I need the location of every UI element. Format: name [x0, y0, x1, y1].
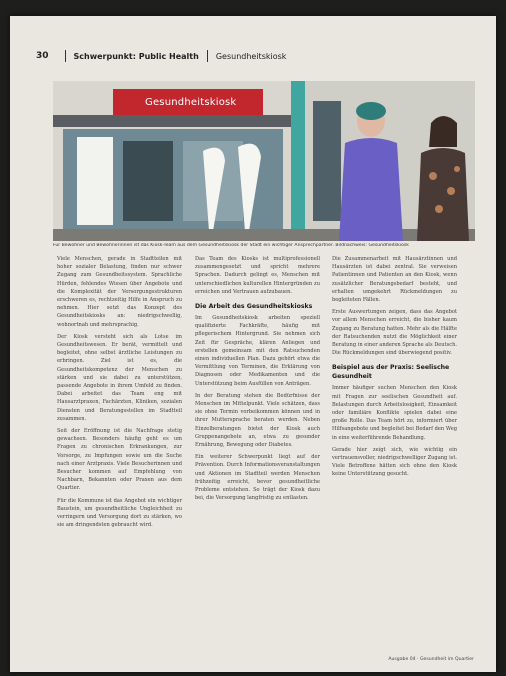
person-left	[339, 138, 403, 241]
page-number: 30	[36, 51, 49, 61]
sign-text: Gesundheitskiosk	[145, 97, 237, 108]
text-column-1	[57, 255, 182, 534]
magazine-page	[10, 16, 496, 672]
paragraph: Immer häufiger suchen Menschen den Kiosk mit Fragen zur seelischen Gesundheit auf. Belastungen durch Arbeitslosigkeit, Einsamkeit oder familiäre Konflikte spielen dabei eine große Rolle. Das Team hört zu, informiert über Hilfsangebote und begleitet bei Bedarf den Weg in eine weiterführende Behandlung.	[332, 385, 457, 441]
text-column-3	[332, 255, 457, 483]
topic-label: Gesundheitskiosk	[215, 51, 287, 61]
paragraph: Für die Kommune ist das Angebot ein wichtiger Baustein, um gesundheitliche Ungleichheit zu verringern und Versorgung dort zu stärken, wo sie am dringendsten gebraucht wird.	[57, 497, 182, 529]
page-footer: Ausgabe 04 · Gesundheit im Quartier	[388, 657, 474, 662]
paragraph: Die Zusammenarbeit mit Hausärztinnen und Hausärzten ist dabei zentral. Sie verweisen Patientinnen und Patienten an den Kiosk, wenn zusätzlicher Beratungsbedarf besteht, und erhalten umgekehrt Rückmeldungen zu begleiteten Fällen.	[332, 256, 457, 304]
paragraph: In der Beratung stehen die Bedürfnisse der Menschen im Mittelpunkt. Viele schätzen, dass sie ohne Termin vorbeikommen können und in ihrer Muttersprache beraten werden. Neben Einzelberatungen bietet der Kiosk auch Gruppenangebote an, etwa zu gesunder Ernährung, Bewegung oder Diabetes.	[195, 392, 320, 449]
paragraph: Erste Auswertungen zeigen, dass das Angebot vor allem Menschen erreicht, die bisher kaum Zugang zu Beratung hatten. Mehr als die Hälfte der Ratsuchenden nutzt die Möglichkeit einer Beratung in einer anderen Sprache als Deutsch. Die Rückmeldungen sind überwiegend positiv.	[332, 309, 457, 357]
subheading: Beispiel aus der Praxis: Seelische Gesundheit	[332, 364, 450, 381]
paragraph: Gerade hier zeigt sich, wie wichtig ein vertrauensvoller, niedrigschwelliger Zugang ist. Viele Betroffene hätten sich ohne den Kiosk keine Unterstützung gesucht.	[332, 446, 457, 478]
header-divider	[65, 50, 66, 62]
photo-caption: Für Bewohner und Bewohnerinnen ist das Kiosk-Team aus dem Gesundheitskiosk der Stadt ein wichtiger Ansprechpartner. Bildnachweis: Gesundheitskiosk	[53, 243, 409, 248]
section-title: Schwerpunkt: Public Health	[73, 51, 199, 61]
page-header	[36, 48, 476, 64]
photo-illustration	[53, 81, 475, 241]
paragraph: Seit der Eröffnung ist die Nachfrage stetig gewachsen. Besonders häufig geht es um Fragen zu chronischen Erkrankungen, zur Vorsorge, zu Impfungen sowie um die Suche nach einer Arztpraxis. Viele Besucherinnen und Besucher kommen auf Empfehlung von Nachbarn, Bekannten oder Praxen aus dem Quartier.	[57, 428, 182, 492]
paragraph: Ein weiterer Schwerpunkt liegt auf der Prävention. Durch Informationsveranstaltungen und Aktionen im Stadtteil werden Menschen frühzeitig erreicht, bevor gesundheitliche Probleme entstehen. So trägt der Kiosk dazu bei, die Versorgung langfristig zu entlasten.	[195, 454, 320, 502]
paragraph: Das Team des Kiosks ist multiprofessionell zusammengesetzt und spricht mehrere Sprachen. Dadurch gelingt es, Menschen mit unterschiedlichen kulturellen Hintergründen zu erreichen und Vertrauen aufzubauen.	[195, 256, 320, 295]
article-photo	[53, 81, 475, 241]
paragraph: Der Kiosk versteht sich als Lotse im Gesundheitswesen. Er berät, vermittelt und begleitet, ohne selbst ärztliche Leistungen zu erbringen. Ziel ist es, die Gesundheitskompetenz der Menschen zu stärken und sie dabei zu unterstützen, passende Angebote in ihrem Umfeld zu finden. Dabei arbeitet das Team eng mit Hausarztpraxen, Fachärzten, Kliniken, sozialen Diensten und Beratungsstellen im Stadtteil zusammen.	[57, 333, 182, 422]
paragraph: Viele Menschen, gerade in Stadtteilen mit hoher sozialer Belastung, finden nur schwer Zugang zum Gesundheitssystem. Sprachliche Hürden, fehlendes Wissen über Angebote und die Komplexität der Versorgungsstrukturen erschweren es, rechtzeitig Hilfe in Anspruch zu nehmen. Hier setzt das Konzept des Gesundheitskiosks an: niedrigschwellig, wohnortnah und mehrsprachig.	[57, 256, 182, 328]
paragraph: Im Gesundheitskiosk arbeiten speziell qualifizierte Fachkräfte, häufig mit pflegerischem Hintergrund. Sie nehmen sich Zeit für Gespräche, klären Anliegen und erstellen gemeinsam mit den Ratsuchenden einen individuellen Plan. Dazu gehört etwa die Vermittlung von Terminen, die Erklärung von Diagnosen oder Medikamenten und die Unterstützung beim Ausfüllen von Anträgen.	[195, 315, 320, 387]
person-right	[417, 148, 469, 241]
subheading: Die Arbeit des Gesundheitskiosks	[195, 303, 313, 311]
text-column-2	[195, 255, 320, 506]
header-divider	[207, 50, 208, 62]
